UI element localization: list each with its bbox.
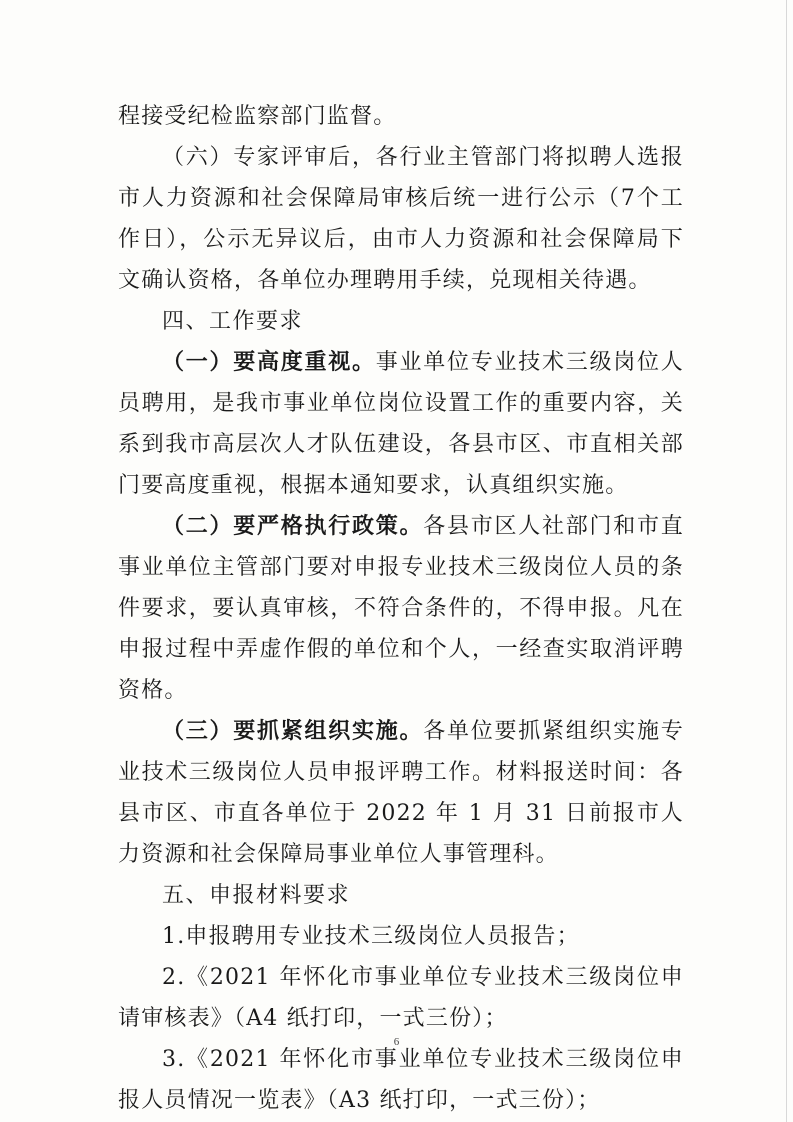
requirement-two-body: 各县市区人社部门和市直事业单位主管部门要对申报专业技术三级岗位人员的条件要求，要认真审核，不符合条件的，不得申报。凡在申报过程中弄虚作假的单位和个人，一经查实取消评聘资格。 — [118, 514, 685, 703]
requirement-three-lead: （三）要抓紧组织实施。 — [162, 719, 424, 744]
paragraph-requirement-one — [118, 342, 684, 506]
requirement-two-lead: （二）要严格执行政策。 — [162, 514, 424, 539]
section-heading-materials: 五、申报材料要求 — [162, 883, 351, 908]
paragraph-item-six: （六）专家评审后，各行业主管部门将拟聘人选报市人力资源和社会保障局审核后统一进行公示（7个工作日），公示无异议后，由市人力资源和社会保障局下文确认资格，各单位办理聘用手续，兑现相关待遇。 — [118, 145, 684, 293]
page-number: 6 — [393, 1036, 400, 1048]
material-item-1: 1.申报聘用专业技术三级岗位人员报告； — [162, 924, 580, 949]
material-item-2: 2.《2021 年怀化市事业单位专业技术三级岗位申请审核表》（A4 纸打印，一式三份）； — [118, 965, 684, 1031]
material-item-3: 3.《2021 年怀化市事业单位专业技术三级岗位申报人员情况一览表》（A3 纸打印，一式三份）； — [118, 1047, 684, 1113]
section-heading-work-requirements: 四、工作要求 — [162, 309, 304, 334]
paragraph-requirement-two — [118, 506, 684, 711]
requirement-three-body: 各单位要抓紧组织实施专业技术三级岗位人员申报评聘工作。材料报送时间：各县市区、市直各单位于 2022 年 1 月 31 日前报市人力资源和社会保障局事业单位人事管理科。 — [118, 719, 685, 867]
requirement-one-body: 事业单位专业技术三级岗位人员聘用，是我市事业单位岗位设置工作的重要内容，关系到我市高层次人才队伍建设，各县市区、市直相关部门要高度重视，根据本通知要求，认真组织实施。 — [118, 350, 684, 498]
document-body — [118, 96, 684, 1121]
page-edge-line — [786, 0, 787, 1122]
requirement-one-lead: （一）要高度重视。 — [162, 350, 376, 375]
paragraph-requirement-three — [118, 711, 684, 875]
paragraph-continuation: 程接受纪检监察部门监督。 — [118, 104, 397, 129]
